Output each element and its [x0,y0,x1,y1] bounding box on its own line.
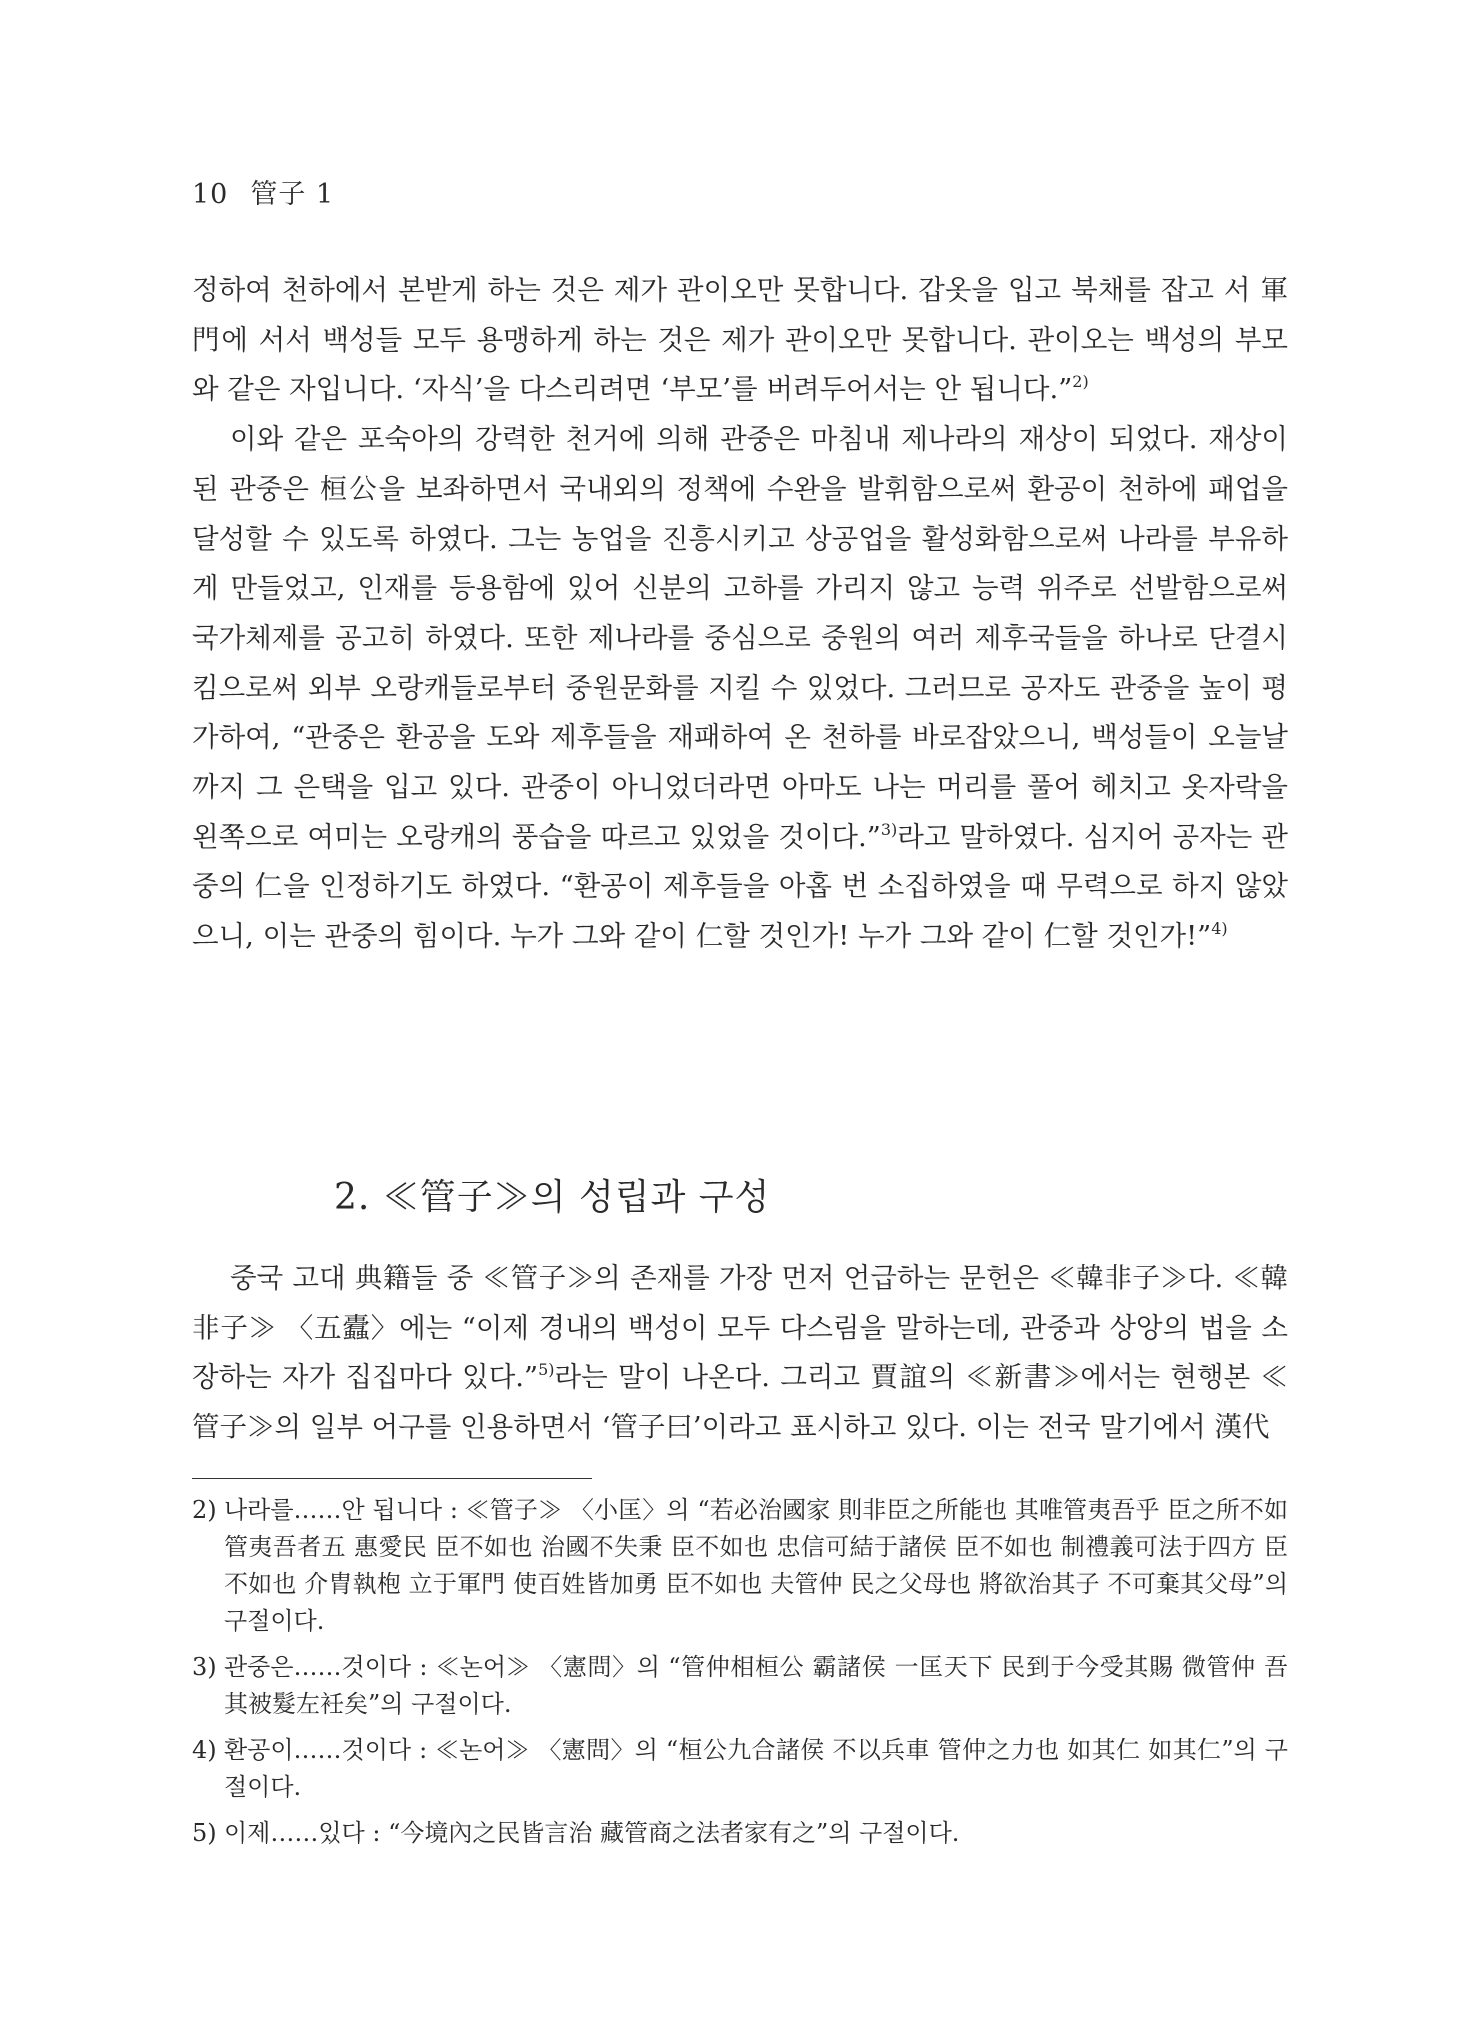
paragraph-text: 라는 말이 나온다. 그리고 賈誼의 ≪新書≫에서는 현행본 ≪管子≫의 일부 어구를 인용하면서 ‘管子曰’이라고 표시하고 있다. 이는 전국 말기에서 漢代 [192,1361,1288,1444]
paragraph-text: 중국 고대 典籍들 중 ≪管子≫의 존재를 가장 먼저 언급하는 문헌은 ≪韓非子≫다. ≪韓非子≫ 〈五蠹〉에는 “이제 경내의 백성이 모두 다스림을 말하는데, 관중과 상앙의 법을 소장하는 자가 집집마다 있다.” [192,1262,1288,1394]
footnote-ref-5[interactable]: 5) [538,1360,555,1380]
footnote-item [192,1732,1288,1806]
footnote-item [192,1649,1288,1723]
footnote-item [192,1492,1288,1640]
section-heading: 2. ≪管子≫의 성립과 구성 [334,1177,771,1218]
paragraph-text: 이와 같은 포숙아의 강력한 천거에 의해 관중은 마침내 제나라의 재상이 되었다. 재상이 된 관중은 桓公을 보좌하면서 국내외의 정책에 수완을 발휘함으로써 환공이 천하에 패업을 달성할 수 있도록 하였다. 그는 농업을 진흥시키고 상공업을 활성화함으로써 나라를 부유하게 만들었고, 인재를 등용함에 있어 신분의 고하를 가리지 않고 능력 위주로 선발함으로써 국가체제를 공고히 하였다. 또한 제나라를 중심으로 중원의 여러 제후국들을 하나로 단결시킴으로써 외부 오랑캐들로부터 중원문화를 지킬 수 있었다. 그러므로 공자도 관중을 높이 평가하여, “관중은 환공을 도와 제후들을 재패하여 온 천하를 바로잡았으니, 백성들이 오늘날까지 그 은택을 입고 있다. 관중이 아니었더라면 아마도 나는 머리를 풀어 헤치고 옷자락을 왼쪽으로 여미는 오랑캐의 풍습을 따르고 있었을 것이다.” [192,423,1288,853]
paragraph-text: 정하여 천하에서 본받게 하는 것은 제가 관이오만 못합니다. 갑옷을 입고 북채를 잡고 서 軍門에 서서 백성들 모두 용맹하게 하는 것은 제가 관이오만 못합니다. 관이오는 백성의 부모와 같은 자입니다. ‘자식’을 다스리려면 ‘부모’를 버려두어서는 안 됩니다.” [192,274,1288,406]
footnote-divider [192,1478,592,1479]
footnote-ref-3[interactable]: 3) [880,819,898,839]
running-head [192,178,334,212]
paragraph-continuation [192,266,1288,415]
footnote-item [192,1815,1288,1852]
footnote-number: 5) [192,1819,217,1847]
footnotes [192,1492,1288,1861]
footnote-text: 환공이……것이다 : ≪논어≫ 〈憲問〉의 “桓公九合諸侯 不以兵車 管仲之力也 如其仁 如其仁”의 구절이다. [224,1736,1288,1801]
footnote-number: 3) [192,1653,217,1681]
footnote-ref-4[interactable]: 4) [1211,919,1228,939]
paragraph-text: 라고 말하였다. 심지어 공자는 관중의 仁을 인정하기도 하였다. “환공이 제후들을 아홉 번 소집하였을 때 무력으로 하지 않았으니, 이는 관중의 힘이다. 누가 그와 같이 仁할 것인가! 누가 그와 같이 仁할 것인가!” [192,820,1288,953]
footnote-number: 4) [192,1736,217,1764]
footnote-text: 이제……있다 : “今境內之民皆言治 藏管商之法者家有之”의 구절이다. [224,1819,960,1847]
section-2-body [192,1254,1288,1453]
footnote-text: 관중은……것이다 : ≪논어≫ 〈憲問〉의 “管仲相桓公 霸諸侯 一匡天下 民到于今受其賜 微管仲 吾其被髮左衽矣”의 구절이다. [224,1653,1288,1718]
section-1-body [192,266,1288,962]
footnote-ref-2[interactable]: 2) [1072,372,1089,392]
footnote-number: 2) [192,1496,217,1524]
page-number: 10 [192,179,229,210]
paragraph-guanzhong [192,415,1288,962]
running-title: 管子 1 [250,179,335,210]
footnote-text: 나라를……안 됩니다 : ≪管子≫ 〈小匡〉의 “若必治國家 則非臣之所能也 其唯管夷吾乎 臣之所不如管夷吾者五 惠愛民 臣不如也 治國不失秉 臣不如也 忠信可結于諸侯 臣不如也 制禮義可法于四方 臣不如也 介胄執枹 立于軍門 使百姓皆加勇 臣不如也 夫管仲 民之父母也 將欲治其子 不可棄其父母”의 구절이다. [224,1496,1288,1635]
paragraph-formation [192,1254,1288,1453]
